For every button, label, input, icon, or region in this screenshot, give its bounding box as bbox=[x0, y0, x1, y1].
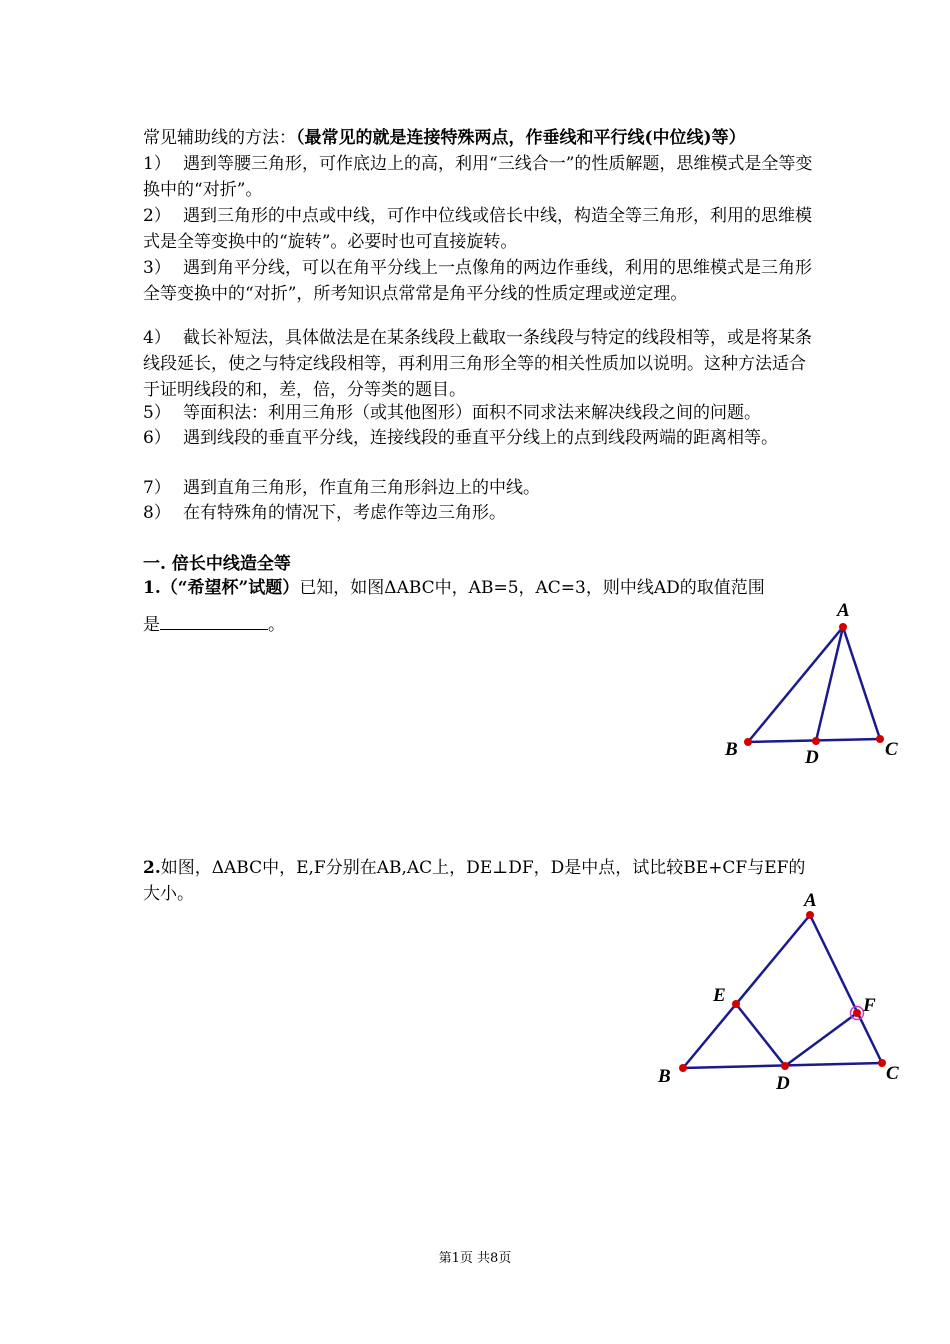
intro-item-5: 5） 等面积法：利用三角形（或其他图形）面积不同求法来解决线段之间的问题。 bbox=[143, 403, 761, 423]
segment-ac bbox=[843, 627, 880, 739]
label-c: C bbox=[886, 1063, 899, 1084]
point-c bbox=[876, 735, 884, 743]
triangle-figure-2 bbox=[650, 885, 910, 1100]
label-f: F bbox=[863, 995, 876, 1016]
intro-item-3: 3） 遇到角平分线，可以在角平分线上一点像角的两边作垂线，利用的思维模式是三角形全等变换中的“对折”，所考知识点常常是角平分线的性质定理或逆定理。 bbox=[143, 258, 812, 304]
label-d: D bbox=[776, 1073, 790, 1094]
label-c: C bbox=[885, 739, 898, 760]
point-a bbox=[839, 623, 847, 631]
label-e: E bbox=[713, 985, 726, 1006]
triangle-figure-1 bbox=[715, 595, 915, 775]
intro-item-4: 4） 截长补短法，具体做法是在某条线段上截取一条线段与特定的线段相等，或是将某条线段延长，使之与特定线段相等，再利用三角形全等的相关性质加以说明。这种方法适合于证明线段的和，差，倍，分等类的题目。 bbox=[143, 328, 812, 400]
point-b bbox=[679, 1064, 687, 1072]
point-c bbox=[878, 1059, 886, 1067]
intro-item-8: 8） 在有特殊角的情况下，考虑作等边三角形。 bbox=[143, 503, 506, 523]
label-a: A bbox=[837, 600, 850, 621]
intro-item-1: 1） 遇到等腰三角形，可作底边上的高，利用“三线合一”的性质解题，思维模式是全等变换中的“对折”。 bbox=[143, 154, 813, 200]
question-1-answer-line: 是 。 bbox=[143, 611, 813, 638]
question-2: 2.如图，ΔABC中，E,F分别在AB,AC上，DE⊥DF，D是中点，试比较BE+CF与EF的大小。 bbox=[143, 858, 806, 904]
point-e bbox=[732, 1000, 740, 1008]
intro-item-7: 7） 遇到直角三角形，作直角三角形斜边上的中线。 bbox=[143, 478, 540, 498]
label-a: A bbox=[804, 890, 817, 911]
point-d bbox=[812, 737, 820, 745]
section1-heading: 一. 倍长中线造全等 bbox=[143, 554, 291, 574]
label-b: B bbox=[725, 739, 738, 760]
point-d bbox=[781, 1062, 789, 1070]
intro-title: 常见辅助线的方法：（最常见的就是连接特殊两点，作垂线和平行线(中位线)等） bbox=[143, 128, 746, 148]
point-b bbox=[744, 738, 752, 746]
segment-ed bbox=[736, 1004, 785, 1066]
label-b: B bbox=[658, 1066, 671, 1087]
point-a bbox=[806, 911, 814, 919]
page-footer: 第1页 共8页 bbox=[438, 1251, 512, 1266]
intro-item-6: 6） 遇到线段的垂直平分线，连接线段的垂直平分线上的点到线段两端的距离相等。 bbox=[143, 428, 778, 448]
segment-ab bbox=[683, 915, 810, 1068]
segment-df bbox=[785, 1013, 857, 1066]
intro-item-2: 2） 遇到三角形的中点或中线，可作中位线或倍长中线，构造全等三角形，利用的思维模式是全等变换中的“旋转”。必要时也可直接旋转。 bbox=[143, 206, 812, 252]
answer-blank[interactable] bbox=[160, 611, 268, 630]
point-f bbox=[853, 1009, 861, 1017]
question-1: 1.（“希望杯”试题）已知，如图ΔABC中，AB=5，AC=3，则中线AD的取值范围 bbox=[143, 578, 765, 598]
label-d: D bbox=[805, 747, 819, 768]
